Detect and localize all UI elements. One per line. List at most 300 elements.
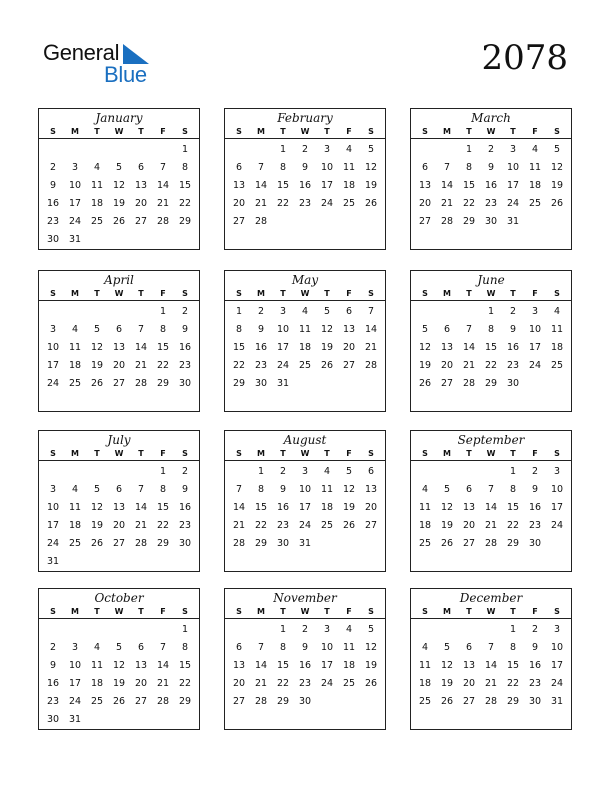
day-cell: 12 [112, 180, 126, 191]
day-cell: 30 [528, 538, 542, 549]
day-cell: 3 [323, 624, 331, 635]
weekday-header: T [138, 607, 144, 616]
day-cell: 7 [159, 162, 167, 173]
month-may [224, 270, 386, 412]
empty-day-cell [250, 141, 272, 159]
day-cell: 8 [159, 484, 167, 495]
day-cell: 7 [487, 484, 495, 495]
day-cell: 15 [178, 660, 192, 671]
empty-day-cell [42, 141, 64, 159]
day-cell: 21 [254, 198, 268, 209]
day-cell: 25 [320, 520, 334, 531]
empty-day-cell [436, 141, 458, 159]
day-cell: 21 [462, 360, 476, 371]
day-cell: 4 [301, 306, 309, 317]
day-cell: 2 [181, 466, 189, 477]
month-name: October [94, 591, 144, 605]
weekday-header-row [39, 605, 199, 619]
month-january [38, 108, 200, 250]
weekday-header: W [300, 449, 310, 458]
day-cell: 6 [443, 324, 451, 335]
day-cell: 9 [257, 324, 265, 335]
weekday-header-row [411, 605, 571, 619]
weekday-header: T [510, 127, 516, 136]
weekday-header: T [280, 289, 286, 298]
day-cell: 12 [550, 162, 564, 173]
day-cell: 21 [156, 678, 170, 689]
day-cell: 6 [115, 484, 123, 495]
weekday-header: T [94, 607, 100, 616]
day-cell: 23 [506, 360, 520, 371]
day-cell: 10 [320, 162, 334, 173]
empty-day-cell [42, 303, 64, 321]
day-cell: 2 [531, 466, 539, 477]
day-cell: 27 [364, 520, 378, 531]
month-name: November [273, 591, 337, 605]
day-cell: 17 [298, 502, 312, 513]
day-cell: 14 [134, 342, 148, 353]
day-cell: 11 [550, 324, 564, 335]
weekday-header: S [50, 607, 56, 616]
day-cell: 22 [178, 678, 192, 689]
empty-day-cell [414, 303, 436, 321]
weekday-header: F [160, 127, 166, 136]
day-cell: 24 [320, 678, 334, 689]
day-cell: 6 [367, 466, 375, 477]
day-cell: 23 [178, 520, 192, 531]
weekday-header: S [182, 449, 188, 458]
day-cell: 7 [443, 162, 451, 173]
day-cell: 6 [345, 306, 353, 317]
day-cell: 4 [531, 144, 539, 155]
day-cell: 11 [342, 162, 356, 173]
month-april [38, 270, 200, 412]
day-cell: 11 [418, 502, 432, 513]
weekday-header: T [466, 449, 472, 458]
weekday-header: W [114, 127, 124, 136]
empty-day-cell [228, 621, 250, 639]
day-cell: 18 [298, 342, 312, 353]
weekday-header: W [114, 607, 124, 616]
day-cell: 30 [178, 378, 192, 389]
empty-day-cell [86, 621, 108, 639]
day-cell: 21 [440, 198, 454, 209]
day-cell: 19 [112, 198, 126, 209]
day-cell: 31 [46, 556, 60, 567]
weekday-header: T [138, 289, 144, 298]
weekday-header-row [225, 605, 385, 619]
day-cell: 15 [232, 342, 246, 353]
empty-day-cell [228, 141, 250, 159]
weekday-header-row [411, 125, 571, 139]
day-cell: 7 [257, 642, 265, 653]
day-cell: 4 [345, 624, 353, 635]
day-cell: 18 [418, 520, 432, 531]
day-grid [225, 301, 385, 393]
day-cell: 17 [550, 502, 564, 513]
day-cell: 29 [156, 538, 170, 549]
weekday-header: F [346, 127, 352, 136]
day-cell: 1 [465, 144, 473, 155]
day-cell: 8 [279, 162, 287, 173]
day-cell: 17 [528, 342, 542, 353]
day-cell: 24 [506, 198, 520, 209]
day-cell: 19 [418, 360, 432, 371]
day-cell: 22 [506, 678, 520, 689]
day-cell: 16 [506, 342, 520, 353]
day-cell: 28 [134, 538, 148, 549]
day-cell: 14 [364, 324, 378, 335]
day-cell: 12 [90, 502, 104, 513]
day-cell: 31 [276, 378, 290, 389]
day-cell: 4 [71, 324, 79, 335]
day-cell: 16 [298, 660, 312, 671]
day-cell: 25 [68, 538, 82, 549]
day-cell: 1 [279, 624, 287, 635]
day-cell: 9 [301, 642, 309, 653]
weekday-header: T [280, 127, 286, 136]
weekday-header: S [368, 607, 374, 616]
day-cell: 28 [156, 696, 170, 707]
empty-day-cell [108, 463, 130, 481]
day-cell: 21 [364, 342, 378, 353]
day-cell: 12 [320, 324, 334, 335]
day-cell: 28 [134, 378, 148, 389]
day-cell: 7 [487, 642, 495, 653]
weekday-header: T [324, 449, 330, 458]
day-cell: 9 [49, 660, 57, 671]
weekday-header-row [225, 447, 385, 461]
weekday-header: W [486, 127, 496, 136]
weekday-header: F [532, 449, 538, 458]
day-cell: 8 [181, 162, 189, 173]
day-cell: 11 [68, 502, 82, 513]
day-cell: 9 [531, 642, 539, 653]
day-cell: 16 [484, 180, 498, 191]
day-cell: 25 [418, 538, 432, 549]
empty-day-cell [86, 463, 108, 481]
day-cell: 22 [506, 520, 520, 531]
day-cell: 13 [232, 180, 246, 191]
day-cell: 17 [320, 660, 334, 671]
empty-day-cell [86, 303, 108, 321]
day-cell: 16 [528, 502, 542, 513]
day-cell: 10 [320, 642, 334, 653]
day-cell: 14 [254, 180, 268, 191]
day-cell: 5 [367, 624, 375, 635]
day-cell: 21 [484, 520, 498, 531]
day-cell: 9 [487, 162, 495, 173]
day-cell: 15 [276, 660, 290, 671]
day-cell: 31 [298, 538, 312, 549]
day-cell: 4 [345, 144, 353, 155]
empty-day-cell [436, 303, 458, 321]
day-cell: 1 [181, 144, 189, 155]
day-cell: 22 [254, 520, 268, 531]
day-cell: 10 [528, 324, 542, 335]
month-name: June [477, 273, 505, 287]
day-cell: 13 [462, 660, 476, 671]
weekday-header: S [554, 449, 560, 458]
day-cell: 18 [320, 502, 334, 513]
day-cell: 21 [156, 198, 170, 209]
logo [43, 40, 163, 88]
day-cell: 15 [506, 660, 520, 671]
day-cell: 21 [484, 678, 498, 689]
weekday-header: S [554, 127, 560, 136]
day-cell: 8 [257, 484, 265, 495]
day-cell: 29 [156, 378, 170, 389]
day-cell: 26 [320, 360, 334, 371]
day-cell: 11 [298, 324, 312, 335]
day-cell: 2 [49, 162, 57, 173]
weekday-header: S [368, 449, 374, 458]
day-cell: 13 [462, 502, 476, 513]
day-cell: 21 [254, 678, 268, 689]
weekday-header-row [39, 447, 199, 461]
day-cell: 13 [232, 660, 246, 671]
weekday-header: F [532, 607, 538, 616]
day-cell: 13 [112, 502, 126, 513]
day-cell: 5 [345, 466, 353, 477]
day-cell: 17 [506, 180, 520, 191]
day-cell: 18 [550, 342, 564, 353]
day-cell: 23 [484, 198, 498, 209]
empty-day-cell [64, 463, 86, 481]
day-cell: 4 [93, 162, 101, 173]
empty-day-cell [480, 463, 502, 481]
day-cell: 10 [298, 484, 312, 495]
day-cell: 16 [528, 660, 542, 671]
day-cell: 8 [509, 642, 517, 653]
month-september [410, 430, 572, 572]
weekday-header: S [368, 127, 374, 136]
empty-day-cell [458, 303, 480, 321]
empty-day-cell [64, 141, 86, 159]
day-cell: 11 [90, 660, 104, 671]
day-cell: 20 [112, 360, 126, 371]
day-cell: 9 [509, 324, 517, 335]
day-cell: 19 [364, 180, 378, 191]
day-cell: 25 [550, 360, 564, 371]
day-cell: 25 [298, 360, 312, 371]
day-cell: 11 [528, 162, 542, 173]
weekday-header: M [443, 607, 451, 616]
weekday-header: T [466, 289, 472, 298]
day-cell: 18 [90, 678, 104, 689]
day-cell: 31 [506, 216, 520, 227]
day-cell: 8 [509, 484, 517, 495]
weekday-header: S [422, 449, 428, 458]
day-cell: 2 [49, 642, 57, 653]
day-cell: 20 [232, 198, 246, 209]
weekday-header: T [94, 127, 100, 136]
day-cell: 14 [156, 180, 170, 191]
day-cell: 12 [440, 660, 454, 671]
day-cell: 30 [254, 378, 268, 389]
day-cell: 10 [506, 162, 520, 173]
day-cell: 26 [112, 216, 126, 227]
day-cell: 3 [71, 162, 79, 173]
day-cell: 31 [68, 714, 82, 725]
day-cell: 27 [112, 538, 126, 549]
month-name: January [95, 111, 143, 125]
empty-day-cell [458, 463, 480, 481]
day-cell: 9 [301, 162, 309, 173]
day-cell: 21 [134, 520, 148, 531]
empty-day-cell [130, 141, 152, 159]
day-cell: 26 [112, 696, 126, 707]
day-cell: 4 [553, 306, 561, 317]
day-cell: 24 [276, 360, 290, 371]
day-cell: 16 [46, 198, 60, 209]
day-cell: 6 [465, 484, 473, 495]
empty-day-cell [250, 621, 272, 639]
day-cell: 23 [298, 678, 312, 689]
day-cell: 14 [156, 660, 170, 671]
day-cell: 31 [550, 696, 564, 707]
day-cell: 25 [342, 678, 356, 689]
day-cell: 16 [254, 342, 268, 353]
day-cell: 10 [550, 484, 564, 495]
empty-day-cell [108, 621, 130, 639]
weekday-header: S [422, 127, 428, 136]
day-cell: 12 [418, 342, 432, 353]
weekday-header: S [236, 127, 242, 136]
day-cell: 3 [509, 144, 517, 155]
weekday-header-row [225, 287, 385, 301]
day-cell: 8 [235, 324, 243, 335]
empty-day-cell [414, 621, 436, 639]
day-grid [39, 619, 199, 729]
day-cell: 2 [181, 306, 189, 317]
day-cell: 30 [46, 234, 60, 245]
day-cell: 20 [364, 502, 378, 513]
weekday-header: W [486, 449, 496, 458]
day-cell: 25 [68, 378, 82, 389]
day-cell: 30 [298, 696, 312, 707]
day-cell: 23 [528, 678, 542, 689]
day-cell: 15 [178, 180, 192, 191]
day-cell: 26 [364, 678, 378, 689]
month-october [38, 588, 200, 730]
day-cell: 21 [134, 360, 148, 371]
weekday-header: W [300, 127, 310, 136]
day-cell: 25 [418, 696, 432, 707]
weekday-header-row [411, 287, 571, 301]
day-cell: 23 [254, 360, 268, 371]
weekday-header-row [411, 447, 571, 461]
weekday-header: S [236, 289, 242, 298]
day-cell: 15 [156, 502, 170, 513]
weekday-header: F [532, 289, 538, 298]
day-cell: 14 [254, 660, 268, 671]
day-cell: 7 [159, 642, 167, 653]
day-cell: 19 [440, 520, 454, 531]
day-cell: 22 [484, 360, 498, 371]
day-cell: 1 [159, 306, 167, 317]
day-cell: 24 [550, 678, 564, 689]
day-cell: 23 [276, 520, 290, 531]
day-cell: 21 [232, 520, 246, 531]
empty-day-cell [228, 463, 250, 481]
month-november [224, 588, 386, 730]
day-cell: 3 [553, 624, 561, 635]
day-cell: 13 [364, 484, 378, 495]
day-cell: 20 [134, 198, 148, 209]
day-cell: 27 [232, 696, 246, 707]
day-cell: 4 [93, 642, 101, 653]
day-cell: 9 [181, 324, 189, 335]
day-cell: 27 [134, 696, 148, 707]
weekday-header: M [443, 449, 451, 458]
month-name: August [283, 433, 327, 447]
day-cell: 28 [232, 538, 246, 549]
weekday-header: F [532, 127, 538, 136]
day-grid [225, 139, 385, 231]
day-cell: 12 [112, 660, 126, 671]
day-cell: 28 [484, 538, 498, 549]
day-cell: 31 [68, 234, 82, 245]
day-cell: 22 [462, 198, 476, 209]
day-cell: 7 [465, 324, 473, 335]
day-cell: 22 [232, 360, 246, 371]
weekday-header: S [50, 289, 56, 298]
weekday-header: F [346, 449, 352, 458]
weekday-header: F [346, 289, 352, 298]
day-cell: 19 [440, 678, 454, 689]
month-name: March [471, 111, 511, 125]
day-cell: 19 [342, 502, 356, 513]
day-cell: 24 [528, 360, 542, 371]
month-february [224, 108, 386, 250]
month-name: February [277, 111, 333, 125]
empty-day-cell [64, 303, 86, 321]
day-cell: 16 [276, 502, 290, 513]
day-cell: 5 [115, 162, 123, 173]
day-cell: 6 [421, 162, 429, 173]
day-cell: 29 [178, 696, 192, 707]
weekday-header: T [510, 289, 516, 298]
day-cell: 1 [509, 624, 517, 635]
day-cell: 6 [235, 162, 243, 173]
day-grid [411, 301, 571, 393]
day-cell: 27 [462, 538, 476, 549]
day-cell: 22 [276, 198, 290, 209]
empty-day-cell [458, 621, 480, 639]
weekday-header: M [71, 449, 79, 458]
day-cell: 29 [462, 216, 476, 227]
empty-day-cell [152, 621, 174, 639]
day-cell: 27 [440, 378, 454, 389]
weekday-header: S [182, 127, 188, 136]
day-cell: 25 [90, 216, 104, 227]
day-cell: 23 [298, 198, 312, 209]
day-cell: 9 [531, 484, 539, 495]
day-cell: 10 [276, 324, 290, 335]
day-cell: 5 [93, 324, 101, 335]
weekday-header: M [443, 289, 451, 298]
month-name: December [459, 591, 523, 605]
logo-text-blue: Blue [104, 62, 147, 87]
day-cell: 4 [421, 642, 429, 653]
weekday-header: W [486, 607, 496, 616]
day-cell: 7 [367, 306, 375, 317]
day-cell: 17 [550, 660, 564, 671]
day-cell: 25 [528, 198, 542, 209]
empty-day-cell [414, 463, 436, 481]
day-cell: 22 [276, 678, 290, 689]
